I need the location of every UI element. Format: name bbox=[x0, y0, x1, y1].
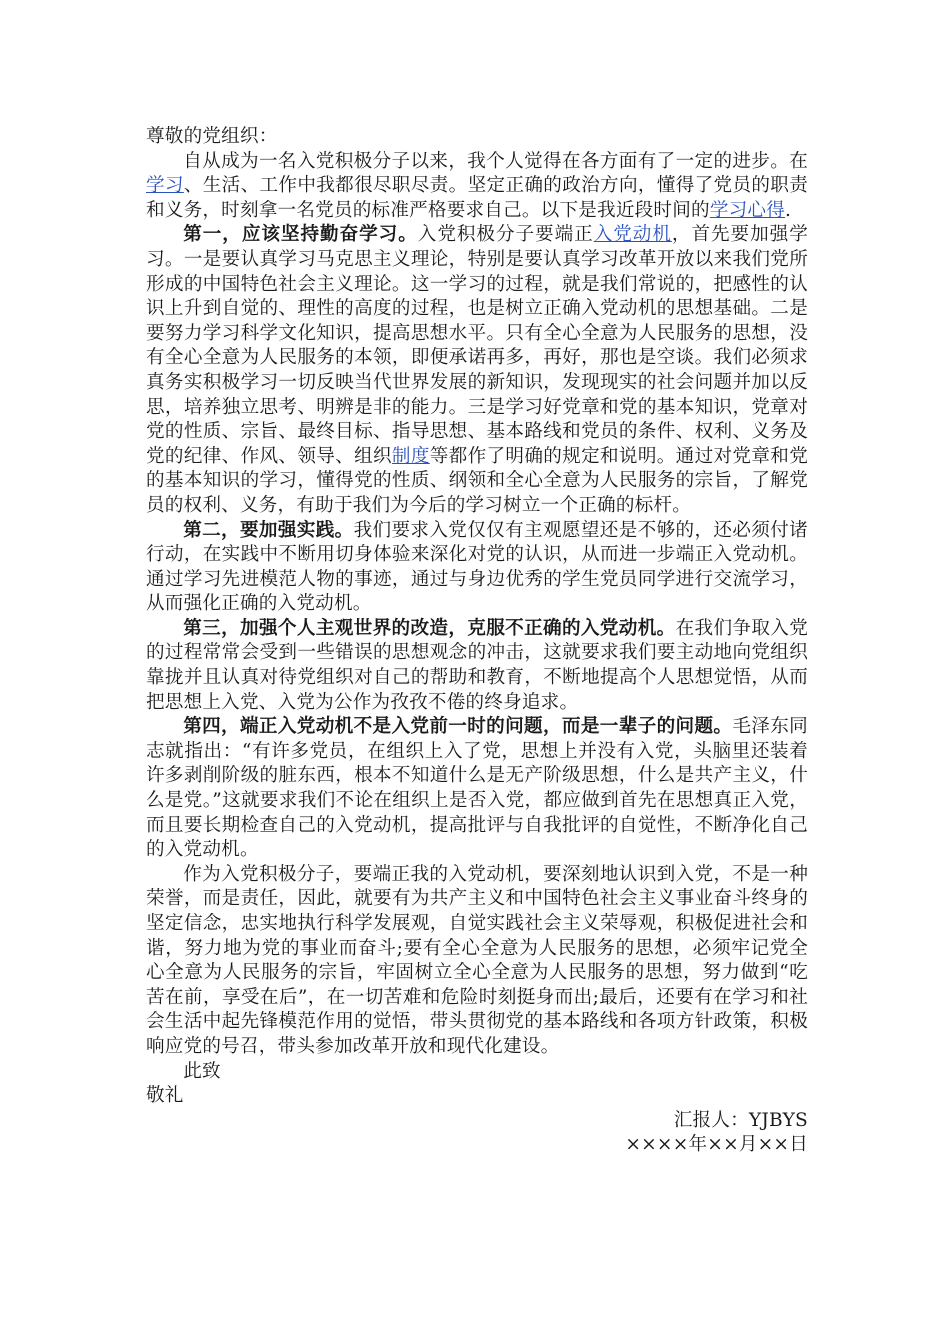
document-body bbox=[146, 125, 808, 1158]
fourth-point-text: 毛泽东同志就指出：“有许多党员，在组织上入了党，思想上并没有入党，头脑里还装着许多剥削阶级的脏东西，根本不知道什么是无产阶级思想，什么是共产主义，什么是党。”这就要求我们不论在组织上是否入党，都应做到首先在思想真正入党，而且要长期检查自己的入党动机，提高批评与自我批评的自觉性，不断净化自己的入党动机。 bbox=[146, 716, 808, 861]
paragraph-second-point bbox=[146, 519, 808, 617]
second-point-heading: 第二，要加强实践。 bbox=[183, 519, 354, 541]
third-point-heading: 第三，加强个人主观世界的改造，克服不正确的入党动机。 bbox=[183, 617, 676, 639]
third-point-text: 在我们争取入党的过程常常会受到一些错误的思想观念的冲击，这就要求我们要主动地向党组织靠拢并且认真对待党组织对自己的帮助和教育，不断地提高个人思想觉悟，从而把思想上入党、入党为公作为孜孜不倦的终身追求。 bbox=[146, 617, 808, 713]
second-point-text: 我们要求入党仅仅有主观愿望还是不够的，还必须付诸行动，在实践中不断用切身体验来深化对党的认识，从而进一步端正入党动机。通过学习先进模范人物的事迹，通过与身边优秀的学生党员同学进行交流学习，从而强化正确的入党动机。 bbox=[146, 519, 808, 615]
intro-text-3: . bbox=[785, 199, 792, 221]
paragraph-intro bbox=[146, 150, 808, 224]
intro-text-2: 、生活、工作中我都很尽职尽责。坚定正确的政治方向，懂得了党员的职责和义务，时刻拿一名党员的标准严格要求自己。以下是我近段时间的 bbox=[146, 175, 808, 221]
fourth-point-heading: 第四，端正入党动机不是入党前一时的问题，而是一辈子的问题。 bbox=[183, 716, 733, 738]
closing-salute: 敬礼 bbox=[146, 1085, 184, 1107]
intro-text-1: 自从成为一名入党积极分子以来，我个人觉得在各方面有了一定的进步。在 bbox=[183, 150, 808, 172]
paragraph-fourth-point bbox=[146, 715, 808, 863]
link-system[interactable]: 制度 bbox=[391, 445, 430, 467]
link-party-motive[interactable]: 入党动机 bbox=[593, 224, 672, 246]
paragraph-first-point bbox=[146, 223, 808, 518]
link-study[interactable]: 学习 bbox=[146, 175, 184, 197]
link-study-notes[interactable]: 学习心得 bbox=[709, 199, 786, 221]
report-date: ××××年××月××日 bbox=[625, 1134, 808, 1156]
first-point-text-3: 等都作了明确的规定和说明。通过对党章和党的基本知识的学习，懂得党的性质、纲领和全心全意为人民服务的宗旨，了解党员的权利、义务，有助于我们为今后的学习树立一个正确的标杆。 bbox=[146, 445, 808, 516]
first-point-text-1: 入党积极分子要端正 bbox=[417, 224, 594, 246]
first-point-text-2: ，首先要加强学习。一是要认真学习马克思主义理论，特别是要认真学习改革开放以来我们党所形成的中国特色社会主义理论。这一学习的过程，就是我们常说的，把感性的认识上升到自觉的、理性的高度的过程，也是树立正确入党动机的思想基础。二是要努力学习科学文化知识，提高思想水平。只有全心全意为人民服务的思想，没有全心全意为人民服务的本领，即便承诺再多，再好，那也是空谈。我们必须求真务实积极学习一切反映当代世界发展的新知识，发现现实的社会问题并加以反思，培养独立思考、明辨是非的能力。三是学习好党章和党的基本知识，党章对党的性质、宗旨、最终目标、指导思想、基本路线和党员的条件、权利、义务及党的纪律、作风、领导、组织 bbox=[146, 224, 808, 467]
reporter-signature: 汇报人：YJBYS bbox=[673, 1109, 808, 1131]
paragraph-third-point bbox=[146, 617, 808, 715]
closing-regards: 此致 bbox=[183, 1060, 221, 1082]
salutation: 尊敬的党组织： bbox=[146, 126, 278, 147]
first-point-heading: 第一，应该坚持勤奋学习。 bbox=[183, 224, 418, 246]
paragraph-conclusion: 作为入党积极分子，要端正我的入党动机，要深刻地认识到入党，不是一种荣誉，而是责任，因此，就要有为共产主义和中国特色社会主义事业奋斗终身的坚定信念，忠实地执行科学发展观，自觉实践社会主义荣辱观，积极促进社会和谐，努力地为党的事业而奋斗;要有全心全意为人民服务的思想，必须牢记党全心全意为人民服务的宗旨，牢固树立全心全意为人民服务的思想，努力做到“吃苦在前，享受在后”，在一切苦难和危险时刻挺身而出;最后，还要有在学习和社会生活中起先锋模范作用的觉悟，带头贯彻党的基本路线和各项方针政策，积极响应党的号召，带头参加改革开放和现代化建设。 bbox=[146, 863, 808, 1057]
